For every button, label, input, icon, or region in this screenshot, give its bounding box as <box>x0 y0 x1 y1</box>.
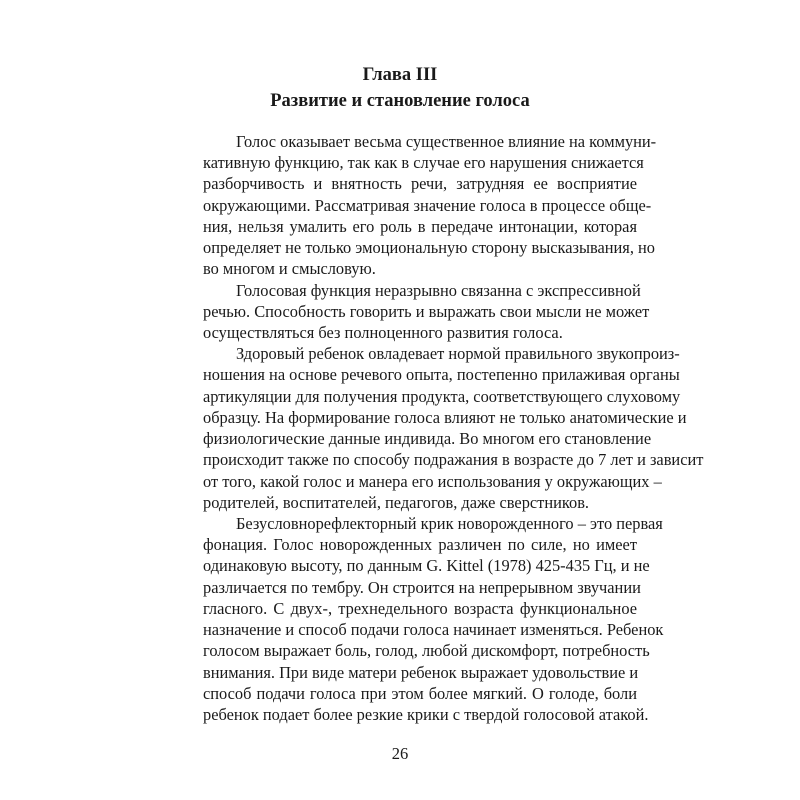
text-line: Здоровый ребенок овладевает нормой правильного звукопроиз- <box>236 344 680 363</box>
text-line: ребенок подает более резкие крики с твердой голосовой атакой. <box>203 705 649 724</box>
text-line: способ подачи голоса при этом более мягкий. О голоде, боли <box>203 684 637 703</box>
text-line: образцу. На формирование голоса влияют не только анатомические и <box>203 408 687 427</box>
text-line: ния, нельзя умалить его роль в передаче интонации, которая <box>203 217 637 236</box>
text-line: родителей, воспитателей, педагогов, даже сверстников. <box>203 493 590 512</box>
text-line: назначение и способ подачи голоса начинает изменяться. Ребенок <box>203 620 664 639</box>
text-line: Голосовая функция неразрывно связанна с экспрессивной <box>236 281 641 300</box>
text-line: речью. Способность говорить и выражать свои мысли не может <box>203 302 650 321</box>
text-line: различается по тембру. Он строится на непрерывном звучании <box>203 578 641 597</box>
text-line: голосом выражает боль, голод, любой дискомфорт, потребность <box>203 641 650 660</box>
text-line: Голос оказывает весьма существенное влияние на коммуни- <box>236 132 657 151</box>
text-line: от того, какой голос и манера его использования у окружающих – <box>203 472 662 491</box>
chapter-number: Глава III <box>362 65 438 85</box>
chapter-title: Развитие и становление голоса <box>270 91 530 111</box>
text-line: осуществляться без полноценного развития голоса. <box>203 323 563 342</box>
text-line: кативную функцию, так как в случае его нарушения снижается <box>203 153 644 172</box>
text-line: артикуляции для получения продукта, соответствующего слуховому <box>203 387 681 406</box>
text-line: происходит также по способу подражания в возрасте до 7 лет и зависит <box>203 450 704 469</box>
text-line: окружающими. Рассматривая значение голоса в процессе обще- <box>203 196 652 215</box>
text-line: физиологические данные индивида. Во многом его становление <box>203 429 652 448</box>
text-line: внимания. При виде матери ребенок выражает удовольствие и <box>203 663 639 682</box>
text-line: во многом и смысловую. <box>203 259 376 278</box>
text-line: гласного. С двух-, трехнедельного возраста функциональное <box>203 599 637 618</box>
text-line: одинаковую высоту, по данным G. Kittel (1978) 425-435 Гц, и не <box>203 556 650 575</box>
text-line: определяет не только эмоциональную сторону высказывания, но <box>203 238 656 257</box>
page-number: 26 <box>391 744 409 763</box>
text-line: фонация. Голос новорожденных различен по силе, но имеет <box>203 535 637 554</box>
text-line: разборчивость и внятность речи, затрудняя ее восприятие <box>203 174 637 193</box>
text-line: ношения на основе речевого опыта, постепенно прилаживая органы <box>203 365 680 384</box>
text-line: Безусловнорефлекторный крик новорожденного – это первая <box>236 514 663 533</box>
